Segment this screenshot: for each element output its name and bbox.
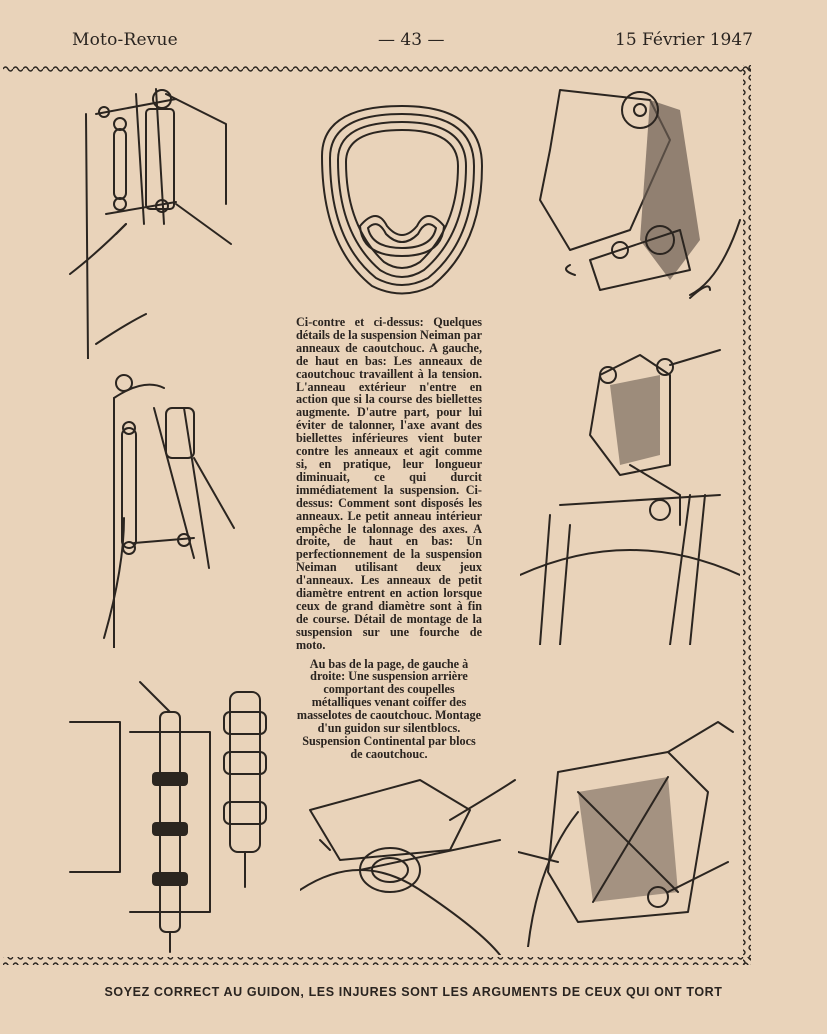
caption-paragraph-1: Ci-contre et ci-dessus: Quelques détails de la suspension Neiman par anneaux de caoutchouc. A gauche, de haut en bas: Les anneaux de caoutchouc travaillent à la tension. L'anneau extérieur n'entre en action que si la course des biellettes augmente. D'autre part, pour lui éviter de talonner, l'axe avant des biellettes inférieures vient buter contre les anneaux et agit comme si, en pratique, leur longueur diminuait, ce qui durcit immédiatement la suspension. Ci-dessus: Comment sont disposés les anneaux. Le petit anneau intérieur empêche le talonnage des axes. A droite, de haut en bas: Un perfectionnement de la suspension Neiman utilisant deux jeux d'anneaux. Les anneaux de petit diamètre entrent en action lorsque ceux de grand diamètre sont à fin de course. Détail de montage de la suspension sur une fourche de moto.: [296, 315, 482, 652]
footer-slogan: SOYEZ CORRECT AU GUIDON, LES INJURES SONT LES ARGUMENTS DE CEUX QUI ONT TORT: [104, 985, 723, 999]
caption-paragraph-2: Au bas de la page, de gauche à droite: Une suspension arrière comportant des coupelles métalliques venant coiffer des masselotes de caoutchouc. Montage d'un guidon sur silentblocs. Suspension Continental par blocs de caoutchouc.: [296, 656, 482, 761]
fork-linkage-sketch: [530, 80, 745, 310]
continental-suspension-sketch: [518, 712, 743, 947]
rubber-rings-diagram: [302, 96, 502, 306]
double-ring-suspension-sketch: [520, 345, 740, 645]
fork-lower-linkage-sketch: [84, 368, 244, 648]
handlebar-silentbloc-sketch: [300, 750, 520, 955]
rear-suspension-cups-sketch: [60, 672, 290, 957]
issue-date: 15 Février 1947: [615, 30, 753, 50]
page-header: [0, 28, 827, 54]
rubber-ring-fork-sketch: [66, 84, 236, 359]
publication-title: Moto-Revue: [72, 30, 178, 50]
caption-text: [296, 316, 482, 761]
page-number: — 43 —: [378, 30, 445, 50]
